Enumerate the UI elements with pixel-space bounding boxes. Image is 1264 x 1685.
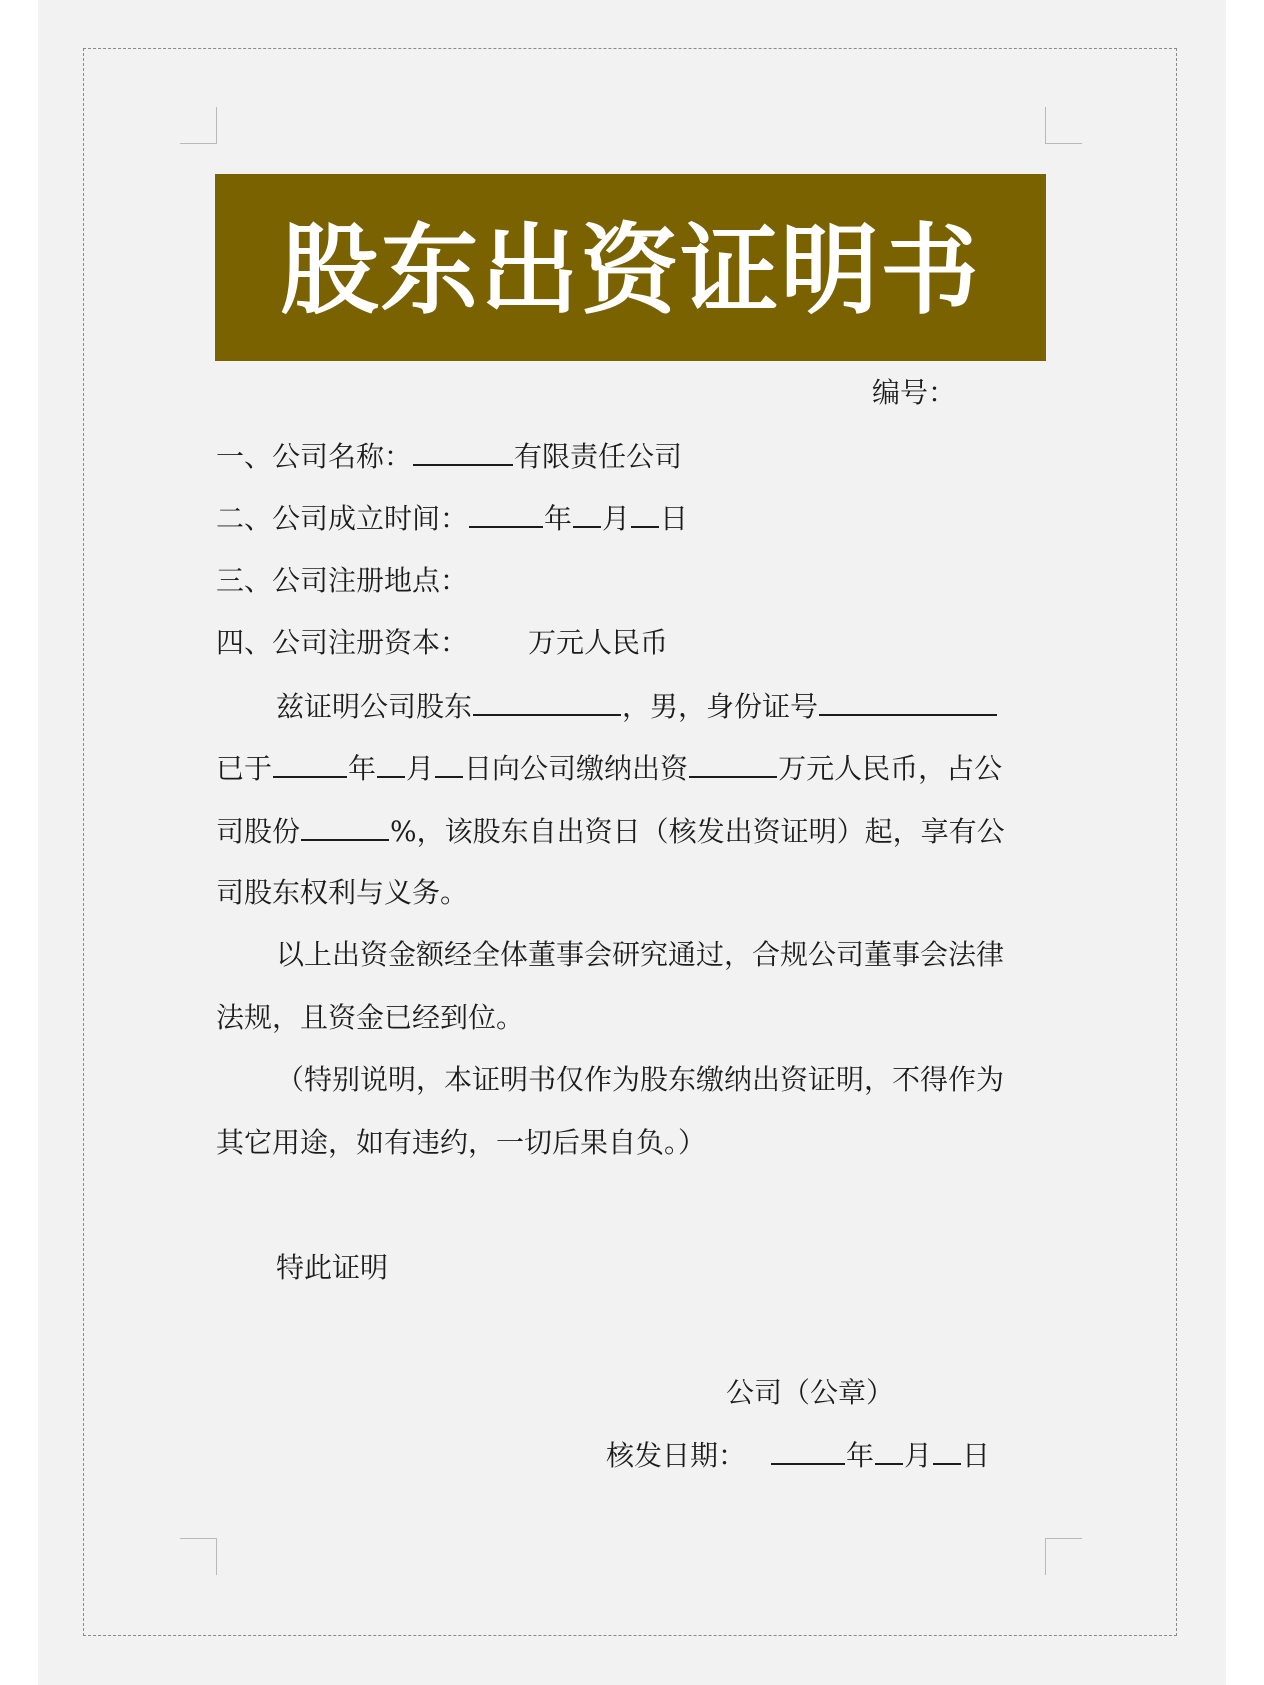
payment-amount-blank <box>689 748 777 778</box>
crop-mark-top-right <box>1045 107 1082 144</box>
special-note-text-cont: 其它用途，如有违约，一切后果自负。） <box>216 1126 707 1159</box>
established-day-unit: 日 <box>660 502 689 535</box>
established-label: 二、公司成立时间： <box>216 502 469 535</box>
body-line-8 <box>216 1123 706 1163</box>
company-seal-line <box>726 1373 894 1413</box>
payment-month-blank <box>377 748 405 778</box>
crop-mark-bottom-left <box>180 1538 217 1575</box>
body-line-5 <box>276 935 1004 975</box>
serial-number-label: 编号： <box>872 376 957 409</box>
shareholder-intro: 兹证明公司股东 <box>276 690 473 723</box>
company-name-blank <box>413 436 513 466</box>
issue-year-blank <box>771 1435 845 1465</box>
company-name-line <box>216 436 682 477</box>
issue-day-blank <box>933 1435 961 1465</box>
payment-day-blank <box>435 748 463 778</box>
payment-year-unit: 年 <box>348 752 377 785</box>
share-label: 司股份 <box>216 815 301 848</box>
body-line-2 <box>216 748 1002 789</box>
issue-month-blank <box>875 1435 903 1465</box>
issue-date-line <box>606 1435 990 1476</box>
body-line-7 <box>276 1060 1004 1100</box>
body-line-1 <box>276 686 998 727</box>
approval-text-cont: 法规，且资金已经到位。 <box>216 1001 525 1034</box>
established-year-blank <box>469 498 543 528</box>
established-year-unit: 年 <box>544 502 573 535</box>
approval-text: 以上出资金额经全体董事会研究通过，合规公司董事会法律 <box>276 938 1005 971</box>
crop-mark-bottom-right <box>1045 1538 1082 1575</box>
registered-capital-unit: 万元人民币 <box>528 626 669 659</box>
registered-capital-line <box>216 623 668 663</box>
crop-mark-top-left <box>180 107 217 144</box>
established-month-unit: 月 <box>602 502 631 535</box>
company-name-label: 一、公司名称： <box>216 440 413 473</box>
issue-day-unit: 日 <box>962 1439 991 1472</box>
payment-text: 日向公司缴纳出资 <box>464 752 689 785</box>
body-line-4 <box>216 873 468 913</box>
registered-place-label: 三、公司注册地点： <box>216 564 469 597</box>
payment-unit-text: 万元人民币，占公 <box>778 752 1003 785</box>
shareholder-name-blank <box>473 686 621 716</box>
registered-place-line <box>216 561 468 601</box>
company-seal-label: 公司（公章） <box>726 1376 895 1409</box>
established-day-blank <box>631 498 659 528</box>
body-line-6 <box>216 998 524 1038</box>
closing-text: 特此证明 <box>276 1251 389 1284</box>
share-percent-blank <box>301 811 389 841</box>
issue-year-unit: 年 <box>846 1439 875 1472</box>
title-banner <box>215 174 1046 361</box>
issue-date-label: 核发日期： <box>606 1439 747 1472</box>
special-note-text: （特别说明，本证明书仅作为股东缴纳出资证明，不得作为 <box>276 1063 1005 1096</box>
body-line-3 <box>216 811 1005 852</box>
closing-line <box>276 1248 388 1288</box>
company-name-suffix: 有限责任公司 <box>514 440 683 473</box>
shareholder-id-label: ，男，身份证号 <box>622 690 819 723</box>
document-title: 股东出资证明书 <box>280 212 981 328</box>
payment-month-unit: 月 <box>406 752 435 785</box>
shareholder-id-blank <box>819 686 997 716</box>
payment-date-prefix: 已于 <box>216 752 273 785</box>
payment-year-blank <box>273 748 347 778</box>
share-text: %，该股东自出资日（核发出资证明）起，享有公 <box>390 815 1005 848</box>
established-time-line <box>216 498 688 539</box>
established-month-blank <box>573 498 601 528</box>
issue-month-unit: 月 <box>904 1439 933 1472</box>
registered-capital-label: 四、公司注册资本： <box>216 626 469 659</box>
rights-text: 司股东权利与义务。 <box>216 876 469 909</box>
